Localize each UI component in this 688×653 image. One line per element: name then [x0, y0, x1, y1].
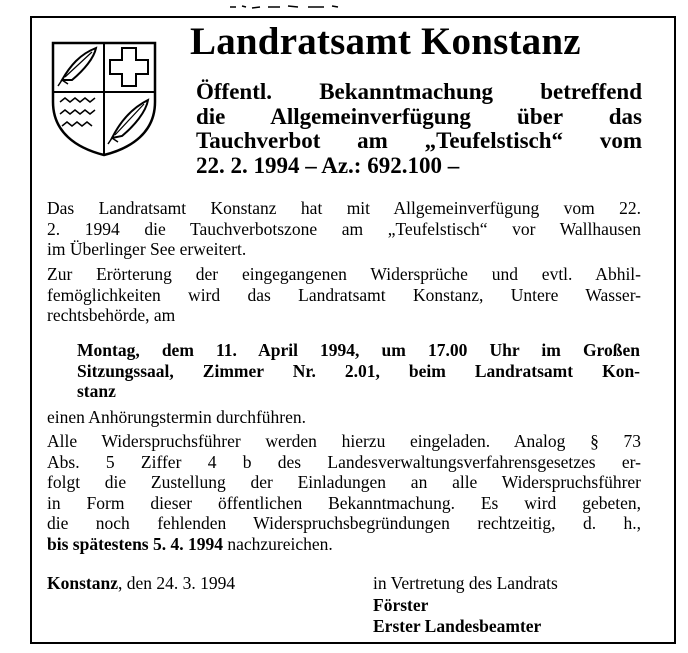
paragraph-hearing-intro [47, 264, 641, 326]
scan-artifact [228, 0, 428, 10]
body-line: Alle Widerspruchsführer werden hierzu eingeladen. Analog § 73 [47, 431, 641, 451]
signature-representation: in Vertretung des Landrats [373, 573, 558, 593]
subject-line: die Allgemeinverfügung über das [196, 103, 642, 129]
body-line: rechtsbehörde, am [47, 305, 176, 325]
body-line: folgt die Zustellung der Einladungen an alle Widerspruchsführer [47, 472, 641, 492]
body-line: Abs. 5 Ziffer 4 b des Landesverwaltungsverfahrensgesetzes er- [47, 451, 641, 472]
subject-line: Tauchverbot am „Teufelstisch“ vom [196, 128, 642, 153]
signatory-name: Förster [373, 594, 429, 615]
coat-of-arms-icon [50, 40, 158, 158]
body-line: einen Anhörungstermin durchführen. [47, 407, 307, 427]
subject-line: Öffentl. Bekanntmachung betreffend [196, 79, 642, 104]
appointment-line: Montag, dem 11. April 1994, um 17.00 Uhr im Großen [77, 340, 640, 360]
body-line: Das Landratsamt Konstanz hat mit Allgemeinverfügung vom 22. [47, 198, 641, 218]
body-line: Zur Erörterung der eingegangenen Widersprüche und evtl. Abhil- [47, 264, 641, 284]
appointment-line: Sitzungssaal, Zimmer Nr. 2.01, beim Landratsamt Kon- [77, 360, 640, 381]
notice-title: Landratsamt Konstanz [190, 20, 581, 63]
body-line: die noch fehlenden Widerspruchsbegründungen rechtzeitig, d. h., [47, 513, 641, 533]
place: Konstanz [47, 573, 118, 593]
notice-subject [196, 80, 642, 178]
deadline-line [47, 534, 641, 555]
appointment-line: stanz [77, 381, 116, 401]
paragraph-invitation [47, 431, 641, 554]
date: , den 24. 3. 1994 [117, 573, 236, 593]
place-and-date [47, 573, 235, 594]
signatory-role: Erster Landesbeamter [373, 616, 542, 636]
body-line: femöglichkeiten wird das Landratsamt Konstanz, Untere Wasser- [47, 284, 641, 305]
signature-block [373, 573, 558, 638]
paragraph-extension-notice [47, 198, 641, 260]
appointment-details [77, 340, 640, 402]
body-line: 2. 1994 die Tauchverbotszone am „Teufelstisch“ vor Wallhausen [47, 218, 641, 239]
subject-line: 22. 2. 1994 – Az.: 692.100 – [196, 152, 460, 178]
paragraph-hearing-action [47, 407, 641, 428]
body-line: in Form dieser öffentlichen Bekanntmachung. Es wird gebeten, [47, 492, 641, 513]
body-line: im Überlinger See erweitert. [47, 239, 247, 259]
deadline-rest: nachzureichen. [223, 533, 333, 554]
deadline-date: bis spätestens 5. 4. 1994 [47, 533, 223, 554]
